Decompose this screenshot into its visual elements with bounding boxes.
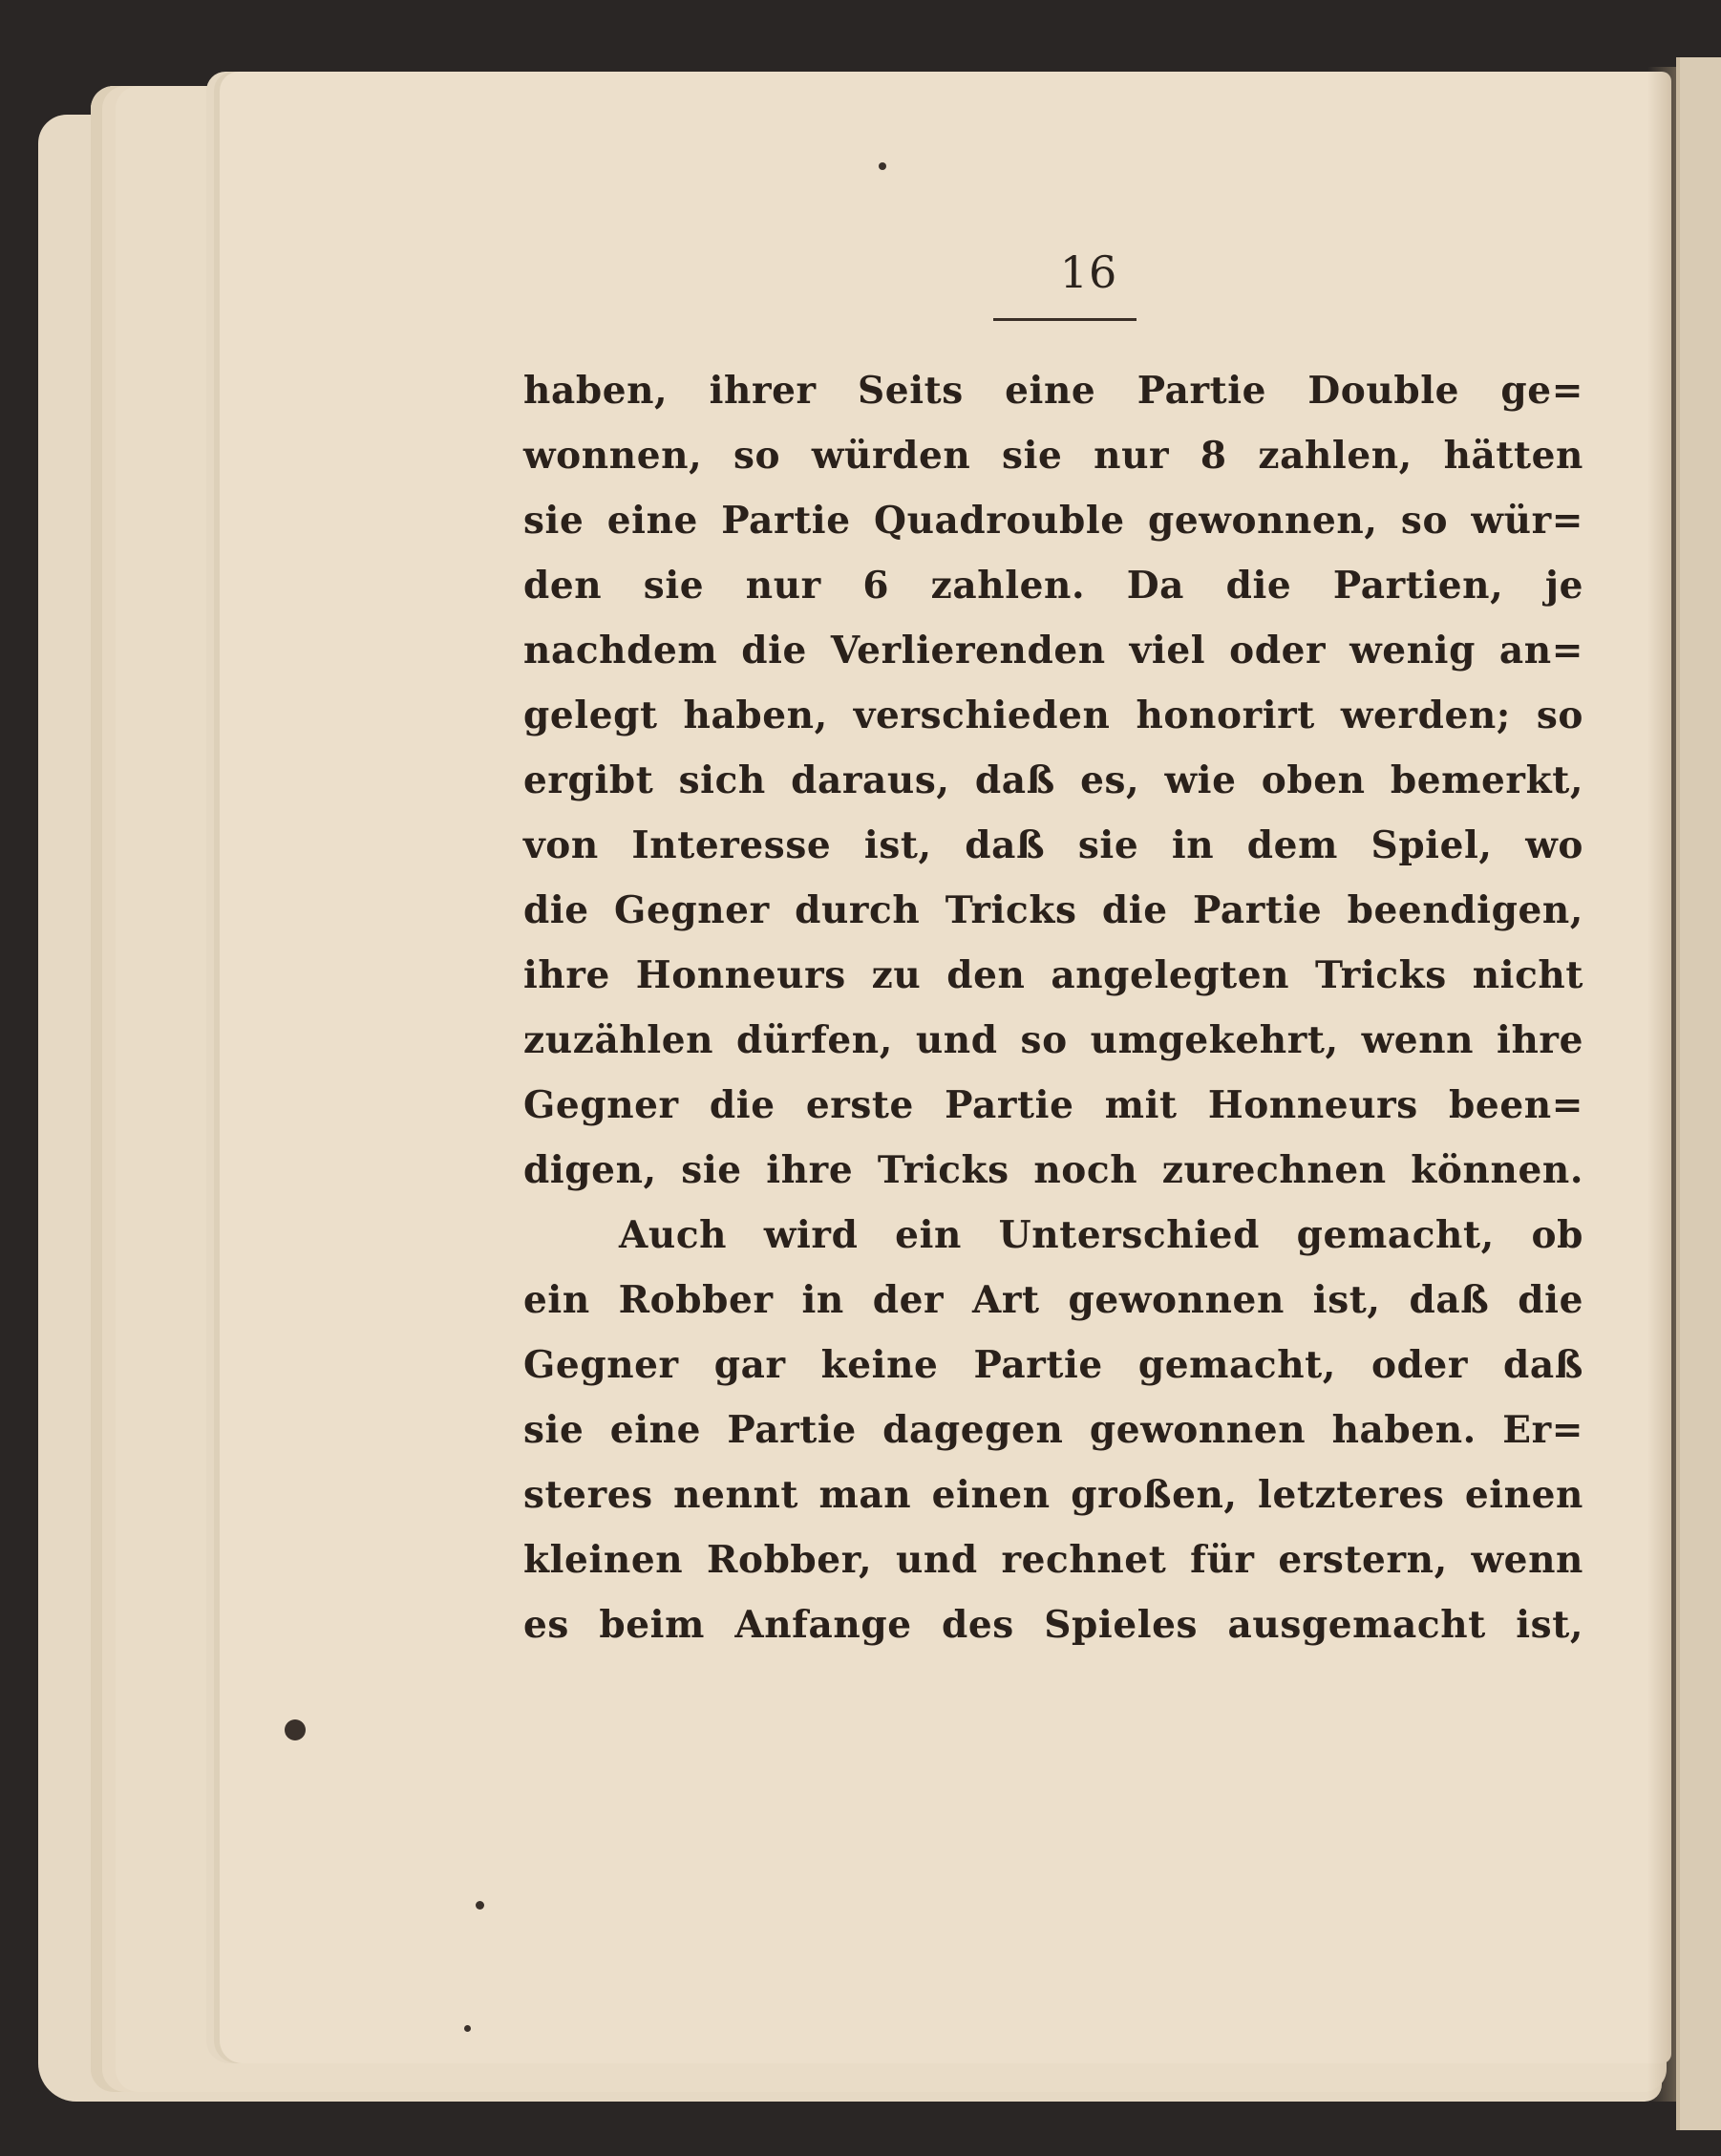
text-line: die Gegner durch Tricks die Partie beendigen, [523, 888, 1583, 932]
text-line: ergibt sich daraus, daß es, wie oben bemerkt, [523, 758, 1583, 802]
page-number-rule [993, 318, 1137, 321]
text-line: digen, sie ihre Tricks noch zurechnen können. [523, 1148, 1583, 1192]
page-number: 16 [1059, 246, 1118, 298]
text-line: zuzählen dürfen, und so umgekehrt, wenn ihre [523, 1018, 1583, 1062]
paper-speck [879, 162, 886, 170]
text-line: sie eine Partie Quadrouble gewonnen, so wür= [523, 499, 1583, 543]
facing-page-edge [1676, 57, 1721, 2130]
text-line: Gegner gar keine Partie gemacht, oder daß [523, 1343, 1583, 1387]
paper-speck [285, 1719, 306, 1740]
text-line: ihre Honneurs zu den angelegten Tricks nicht [523, 953, 1583, 997]
text-line: es beim Anfange des Spieles ausgemacht ist, [523, 1603, 1583, 1647]
text-line: den sie nur 6 zahlen. Da die Partien, je [523, 564, 1583, 608]
text-line: steres nennt man einen großen, letzteres einen [523, 1473, 1583, 1517]
paper-speck [464, 2025, 471, 2032]
text-line: wonnen, so würden sie nur 8 zahlen, hätten [523, 434, 1583, 478]
text-line: nachdem die Verlierenden viel oder wenig an= [523, 629, 1583, 672]
text-line: haben, ihrer Seits eine Partie Double ge= [523, 369, 1583, 413]
text-line: Gegner die erste Partie mit Honneurs been= [523, 1083, 1583, 1127]
text-line: kleinen Robber, und rechnet für erstern, wenn [523, 1538, 1583, 1582]
text-line: gelegt haben, verschieden honorirt werden; so [523, 694, 1583, 737]
paper-speck [476, 1901, 484, 1910]
text-line-paragraph-start: Auch wird ein Unterschied gemacht, ob [619, 1213, 1583, 1257]
text-line: sie eine Partie dagegen gewonnen haben. Er= [523, 1408, 1583, 1452]
text-line: von Interesse ist, daß sie in dem Spiel, wo [523, 823, 1583, 867]
body-text [523, 358, 1583, 1657]
text-line: ein Robber in der Art gewonnen ist, daß die [523, 1278, 1583, 1322]
